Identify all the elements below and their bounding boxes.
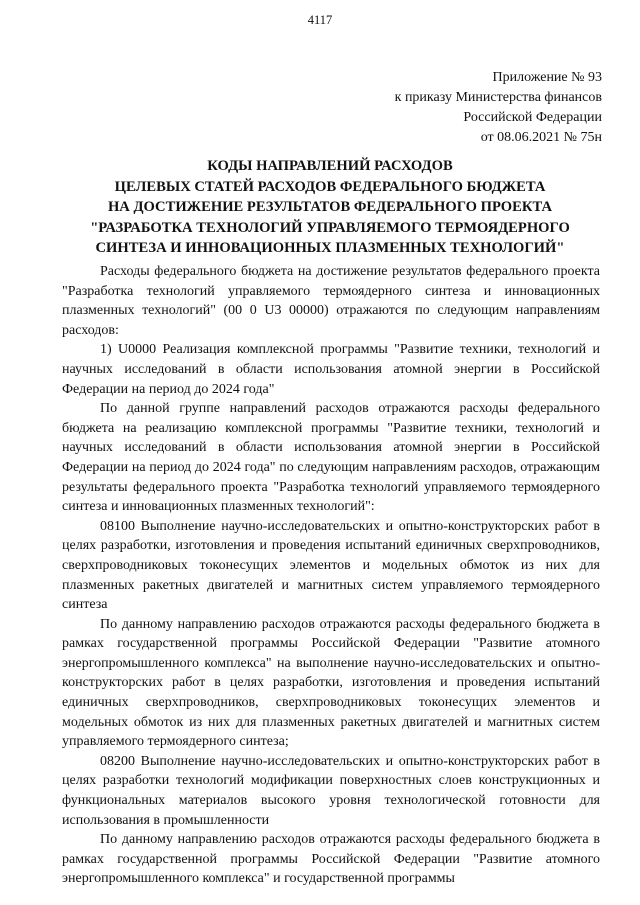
- title-line: "РАЗРАБОТКА ТЕХНОЛОГИЙ УПРАВЛЯЕМОГО ТЕРМОЯДЕРНОГО: [90, 219, 570, 236]
- appendix-header: [395, 68, 602, 148]
- document-body: [62, 262, 600, 889]
- page-number: 4117: [307, 13, 333, 27]
- paragraph-code-08100: 08100 Выполнение научно-исследовательских и опытно-конструкторских работ в целях разработки, изготовления и проведения испытаний единичных сверхпроводников, сверхпроводниковых токонесущих элементов и модельных обмоток из них для плазменных ракетных двигателей и магнитных систем управляемого термоядерного синтеза: [62, 518, 600, 613]
- appendix-line: Российской Федерации: [463, 110, 602, 125]
- paragraph-code-08200: 08200 Выполнение научно-исследовательских и опытно-конструкторских работ в целях разработки технологий модификации поверхностных слоев конструкционных и функциональных материалов высокого уровня технологической готовности для использования в промышленности: [62, 753, 600, 828]
- title-line: ЦЕЛЕВЫХ СТАТЕЙ РАСХОДОВ ФЕДЕРАЛЬНОГО БЮДЖЕТА: [114, 178, 546, 195]
- appendix-line: от 08.06.2021 № 75н: [480, 130, 602, 145]
- document-title: [20, 156, 640, 259]
- paragraph-code-08200-description: По данному направлению расходов отражаются расходы федерального бюджета в рамках государственной программы Российской Федерации "Развитие атомного энергопромышленного комплекса" и государственной программы: [62, 832, 600, 887]
- paragraph-group-u0000: 1) U0000 Реализация комплексной программы "Развитие техники, технологий и научных исследований в области использования атомной энергии в Российской Федерации на период до 2024 года": [62, 342, 600, 397]
- paragraph-group-description: По данной группе направлений расходов отражаются расходы федерального бюджета на реализацию комплексной программы "Развитие техники, технологий и научных исследований в области использования атомной энергии в Российской Федерации на период до 2024 года" по следующим направлениям расходов, отражающим результаты федерального проекта "Разработка технологий управляемого термоядерного синтеза и инновационных плазменных технологий":: [62, 401, 600, 515]
- title-line: НА ДОСТИЖЕНИЕ РЕЗУЛЬТАТОВ ФЕДЕРАЛЬНОГО ПРОЕКТА: [107, 199, 553, 215]
- title-line: КОДЫ НАПРАВЛЕНИЙ РАСХОДОВ: [207, 158, 453, 174]
- appendix-line: к приказу Министерства финансов: [394, 90, 602, 105]
- title-line: СИНТЕЗА И ИННОВАЦИОННЫХ ПЛАЗМЕННЫХ ТЕХНОЛОГИЙ": [95, 240, 565, 256]
- paragraph-code-08100-description: По данному направлению расходов отражаются расходы федерального бюджета в рамках государственной программы Российской Федерации "Развитие атомного энергопромышленного комплекса" на выполнение научно-исследовательских и опытно-конструкторских работ в целях разработки, изготовления и проведения испытаний единичных сверхпроводников, сверхпроводниковых токонесущих элементов и модельных обмоток из них для плазменных ракетных двигателей и магнитных систем управляемого термоядерного синтеза;: [62, 616, 600, 750]
- appendix-line: Приложение № 93: [492, 70, 602, 85]
- paragraph-intro: Расходы федерального бюджета на достижение результатов федерального проекта "Разработка технологий управляемого термоядерного синтеза и инновационных плазменных технологий" (00 0 U3 00000) отражаются по следующим направлениям расходов:: [62, 264, 600, 338]
